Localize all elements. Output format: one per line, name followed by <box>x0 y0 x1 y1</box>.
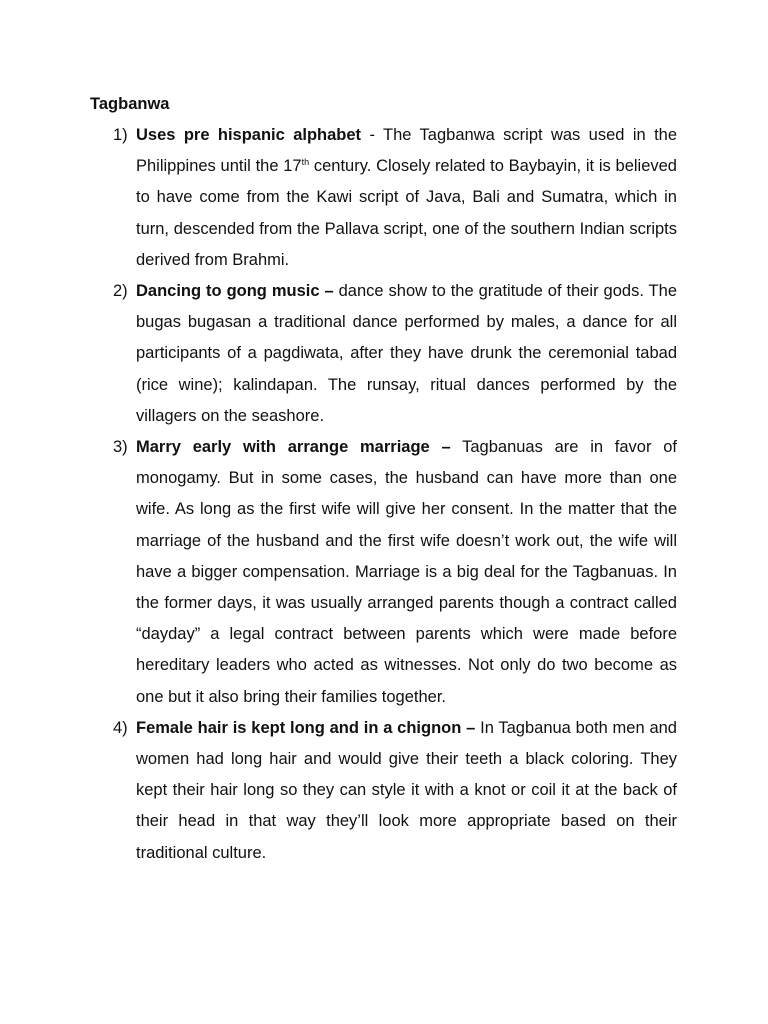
item-lead: Female hair is kept long and in a chignon – <box>136 718 476 737</box>
item-body-continued: century. Closely related to Baybayin, it is believed to have come from the Kawi script of Java, Bali and Sumatra, which in turn, descended from the Pallava script, one of the southern Indian scripts derived from Brahmi. <box>136 157 677 269</box>
item-number: 3) <box>113 438 128 457</box>
item-number: 1) <box>113 126 128 144</box>
item-body: The Tagbanwa script was used in the Philippines until the 17 <box>136 126 678 176</box>
item-lead: Uses pre hispanic alphabet <box>136 126 362 144</box>
item-text <box>136 276 677 432</box>
item-body: In Tagbanua both men and women had long hair and would give their teeth a black coloring. They kept their hair long so they can style it with a knot or coil it at the back of their head in that way they’ll look more appropriate based on their traditional culture. <box>136 718 677 862</box>
document-title: Tagbanwa <box>90 95 170 113</box>
trait-list <box>0 120 768 869</box>
item-separator: - <box>361 126 384 144</box>
item-text <box>136 713 677 869</box>
item-text <box>136 120 677 276</box>
item-separator <box>451 438 462 456</box>
item-number: 2) <box>113 282 128 301</box>
item-body: Tagbanuas are in favor of monogamy. But in some cases, the husband can have more than one wife. As long as the first wife will give her consent. In the matter that the marriage of the husband and the first wife doesn’t work out, the wife will have a bigger compensation. Marriage is a big deal for the Tagbanuas. In the former days, it was usually arranged parents though a contract called “dayday” a legal contract between parents which were made before hereditary leaders who acted as witnesses. Not only do two become as one but it also bring their families together. <box>136 438 677 706</box>
list-item <box>0 432 768 713</box>
list-item <box>0 120 768 276</box>
item-body: dance show to the gratitude of their gods. The bugas bugasan a traditional dance performed by males, a dance for all participants of a pagdiwata, after they have drunk the ceremonial tabad (rice wine); kalindapan. The runsay, ritual dances performed by the villagers on the seashore. <box>136 282 677 425</box>
list-item <box>0 276 768 432</box>
ordinal-superscript: th <box>301 157 310 168</box>
item-lead: Dancing to gong music – <box>136 282 334 301</box>
list-item <box>0 713 768 869</box>
item-number: 4) <box>113 718 128 737</box>
item-lead: Marry early with arrange marriage – <box>136 438 451 457</box>
item-text <box>136 432 677 713</box>
